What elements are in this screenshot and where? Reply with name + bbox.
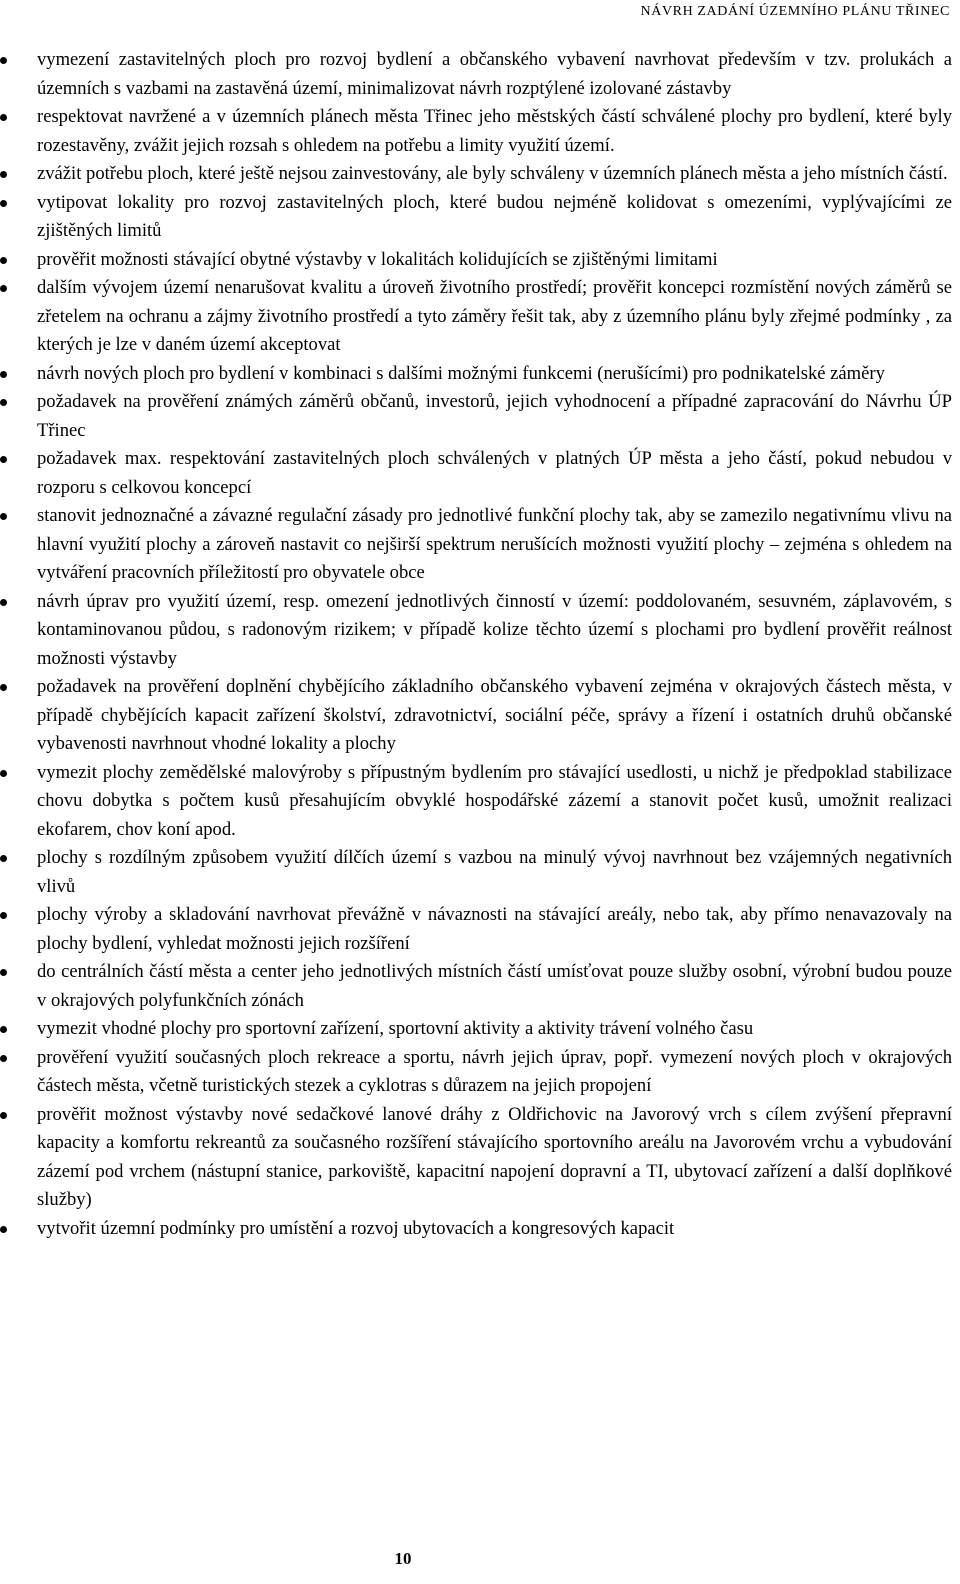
list-item <box>0 588 952 674</box>
list-item-text: plochy výroby a skladování navrhovat převážně v návaznosti na stávající areály, nebo tak, aby přímo nenavazovaly na plochy bydlení, vyhledat možnosti jejich rozšíření <box>37 904 952 954</box>
bullet-icon <box>0 399 7 406</box>
list-item-text: vymezit vhodné plochy pro sportovní zařízení, sportovní aktivity a aktivity trávení volného času <box>37 1018 754 1039</box>
list-item <box>0 1215 952 1244</box>
list-item <box>0 274 952 360</box>
list-item <box>0 360 952 389</box>
list-item <box>0 844 952 901</box>
bullet-icon <box>0 371 7 378</box>
list-item <box>0 160 952 189</box>
bullet-icon <box>0 114 7 121</box>
bullet-icon <box>0 599 7 606</box>
list-item <box>0 103 952 160</box>
bullet-icon <box>0 1112 7 1119</box>
list-item <box>0 958 952 1015</box>
bullet-icon <box>0 1055 7 1062</box>
list-item-text: vytipovat lokality pro rozvoj zastavitelných ploch, které budou nejméně kolidovat s omezeními, vyplývajícími ze zjištěných limitů <box>37 191 952 241</box>
bullet-icon <box>0 513 7 520</box>
bullet-icon <box>0 855 7 862</box>
bullet-icon <box>0 1026 7 1033</box>
bullet-icon <box>0 969 7 976</box>
bullet-icon <box>0 456 7 463</box>
bullet-icon <box>0 171 7 178</box>
list-item-text: respektovat navržené a v územních plánech města Třinec jeho městských částí schválené plochy pro bydlení, které byly rozestavěny, zvážit jejich rozsah s ohledem na potřebu a limity využití území. <box>37 106 952 156</box>
list-item-text: požadavek na prověření doplnění chybějícího základního občanského vybavení zejména v okrajových částech města, v případě chybějících kapacit zařízení školství, zdravotnictví, sociální péče, správy a řízení i ostatních druhů občanské vybavenosti navrhnout vhodné lokality a plochy <box>37 676 952 754</box>
page-number: 10 <box>394 1549 412 1568</box>
list-item-text: prověření využití současných ploch rekreace a sportu, návrh jejich úprav, popř. vymezení nových ploch v okrajových částech města, včetně turistických stezek a cyklotras s důrazem na jejich propojení <box>37 1046 952 1096</box>
list-item-text: vytvořit územní podmínky pro umístění a rozvoj ubytovacích a kongresových kapacit <box>37 1217 675 1239</box>
list-item-text: zvážit potřebu ploch, které ještě nejsou zainvestovány, ale byly schváleny v územních plánech města a jeho místních částí. <box>37 163 948 184</box>
bullet-icon <box>0 912 7 919</box>
bullet-icon <box>0 257 7 264</box>
list-item-text: návrh nových ploch pro bydlení v kombinaci s dalšími možnými funkcemi (nerušícími) pro podnikatelské záměry <box>37 362 885 384</box>
list-item <box>0 189 952 246</box>
bullet-icon <box>0 770 7 777</box>
list-item-text: požadavek max. respektování zastavitelných ploch schválených v platných ÚP města a jeho částí, pokud nebudou v rozporu s celkovou koncepcí <box>37 448 952 498</box>
list-item <box>0 1101 952 1215</box>
list-item-text: plochy s rozdílným způsobem využití dílčích území s vazbou na minulý vývoj navrhnout bez vzájemných negativních vlivů <box>37 847 952 897</box>
list-item-text: do centrálních částí města a center jeho jednotlivých místních částí umísťovat pouze služby osobní, výrobní budou pouze v okrajových polyfunkčních zónách <box>37 961 952 1011</box>
list-item-text: vymezení zastavitelných ploch pro rozvoj bydlení a občanského vybavení navrhovat především v tzv. prolukách a územních s vazbami na zastavěná území, minimalizovat návrh rozptýlené izolované zástavby <box>37 49 952 99</box>
list-item-text: dalším vývojem území nenarušovat kvalitu a úroveň životního prostředí; prověřit koncepci rozmístění nových záměrů se zřetelem na ochranu a zájmy životního prostředí a tyto záměry řešit tak, aby z územního plánu byly zřejmé podmínky , za kterých je lze v daném území akceptovat <box>37 277 952 355</box>
list-item-text: vymezit plochy zemědělské malovýroby s přípustným bydlením pro stávající usedlosti, u nichž je předpoklad stabilizace chovu dobytka s počtem kusů přesahujícím obvyklé hospodářské zázemí a stanovit počet kusů, umožnit realizaci ekofarem, chov koní apod. <box>37 761 952 840</box>
list-item-text: návrh úprav pro využití území, resp. omezení jednotlivých činností v území: poddolovaném, sesuvném, záplavovém, s kontaminovanou půdou, s radonovým rizikem; v případě kolize těchto území s plochami pro bydlení prověřit reálnost možnosti výstavby <box>37 590 952 669</box>
list-item <box>0 246 952 275</box>
list-item <box>0 673 952 759</box>
bullet-icon <box>0 200 7 207</box>
list-item <box>0 901 952 958</box>
list-item <box>0 502 952 588</box>
requirements-bullet-list <box>0 46 952 1243</box>
bullet-icon <box>0 1226 7 1233</box>
list-item-text: prověřit možnost výstavby nové sedačkové lanové dráhy z Oldřichovic na Javorový vrch s cílem zvýšení přepravní kapacity a komfortu rekreantů za současného rozšíření stávajícího sportovního areálu na Javorovém vrchu a vybudování zázemí pod vrchem (nástupní stanice, parkoviště, kapacitní napojení dopravní a TI, ubytovací zařízení a další doplňkové služby) <box>37 1103 952 1210</box>
list-item <box>0 46 952 103</box>
running-header: NÁVRH ZADÁNÍ ÚZEMNÍHO PLÁNU TŘINEC <box>640 4 950 19</box>
list-item <box>0 1015 952 1044</box>
list-item <box>0 759 952 845</box>
list-item-text: stanovit jednoznačné a závazné regulační zásady pro jednotlivé funkční plochy tak, aby se zamezilo negativnímu vlivu na hlavní využití plochy a zároveň nastavit co nejširší spektrum nerušících možnosti využití plochy – zejména s ohledem na vytváření pracovních příležitostí pro obyvatele obce <box>37 505 952 583</box>
list-item-text: požadavek na prověření známých záměrů občanů, investorů, jejich vyhodnocení a případné zapracování do Návrhu ÚP Třinec <box>37 391 952 441</box>
bullet-icon <box>0 684 7 691</box>
list-item-text: prověřit možnosti stávající obytné výstavby v lokalitách kolidujících se zjištěnými limitami <box>37 248 718 270</box>
list-item <box>0 388 952 445</box>
list-item <box>0 445 952 502</box>
bullet-icon <box>0 285 7 292</box>
list-item <box>0 1044 952 1101</box>
bullet-icon <box>0 57 7 64</box>
